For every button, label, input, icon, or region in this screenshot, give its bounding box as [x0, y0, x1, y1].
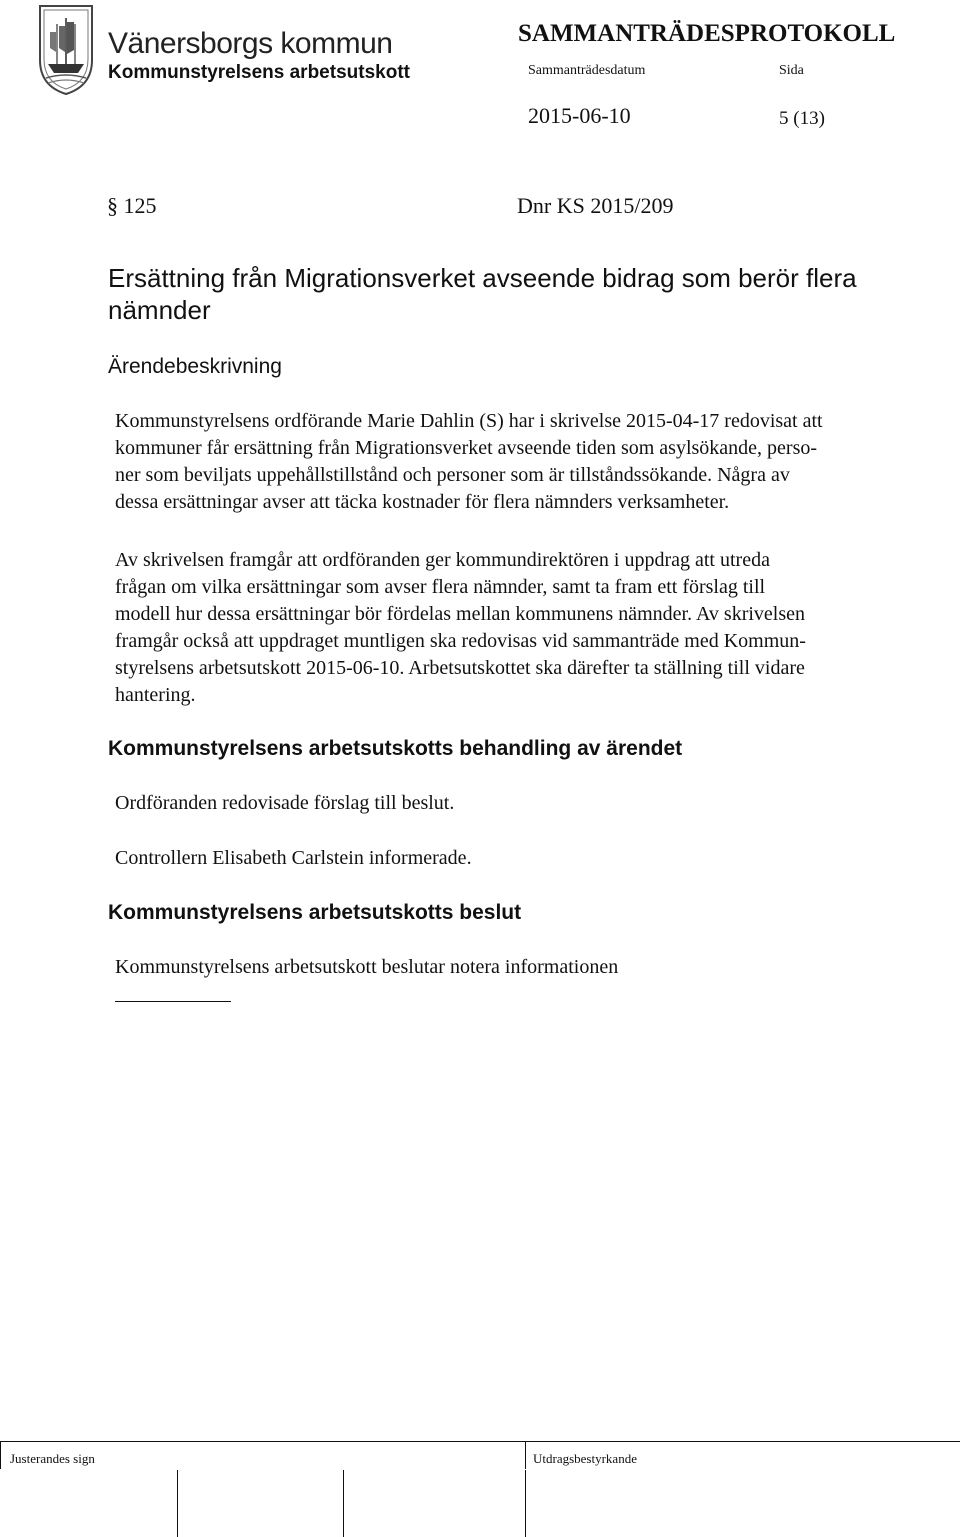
section-heading-treatment: Kommunstyrelsens arbetsutskotts behandling av ärendet — [108, 737, 683, 760]
text-line: modell hur dessa ersättningar bör fördelas mellan kommunens nämnder. Av skrivelsen — [115, 603, 806, 625]
page-number-value: 5 (13) — [779, 108, 825, 129]
signature-field-divider — [525, 1470, 526, 1537]
text-line: frågan om vilka ersättningar som avser flera nämnder, samt ta fram ett förslag till — [115, 576, 766, 598]
paragraph-number: § 125 — [107, 193, 157, 218]
text-line: ner som beviljats uppehållstillstånd och personer som är tillståndssökande. Några av — [115, 464, 790, 486]
department-name: Kommunstyrelsens arbetsutskott — [108, 62, 410, 83]
footer-rule — [0, 1441, 960, 1442]
section-heading-decision: Kommunstyrelsens arbetsutskotts beslut — [108, 901, 522, 924]
description-paragraph-2 — [115, 547, 945, 709]
adjuster-signature-label: Justerandes sign — [10, 1451, 95, 1466]
text-line: kommuner får ersättning från Migrationsverket avseende tiden som asylsökande, perso- — [115, 437, 818, 459]
text-line: dessa ersättningar avser att täcka kostnader för flera nämnders verksamheter. — [115, 491, 730, 513]
footer-divider — [0, 1441, 1, 1469]
meeting-date-value: 2015-06-10 — [528, 103, 631, 128]
signature-field-divider — [343, 1470, 344, 1537]
case-title: Ersättning från Migrationsverket avseende bidrag som berör flera nämnder — [108, 263, 857, 325]
extract-certification-label: Utdragsbestyrkande — [533, 1451, 637, 1466]
text-line: Av skrivelsen framgår att ordföranden ger kommundirektören i uppdrag att utreda — [115, 549, 770, 571]
coat-of-arms-logo — [36, 2, 96, 96]
section-heading-description: Ärendebeskrivning — [108, 355, 282, 378]
footer-divider — [525, 1441, 526, 1469]
case-reference-number: Dnr KS 2015/209 — [517, 193, 674, 218]
signature-field-divider — [177, 1470, 178, 1537]
ship-coat-of-arms-icon — [36, 2, 96, 96]
page-label: Sida — [779, 63, 804, 78]
paragraph-number-value: 125 — [123, 193, 157, 218]
text-line: styrelsens arbetsutskott 2015-06-10. Arbetsutskottet ska därefter ta ställning till vidare — [115, 657, 805, 679]
document-type-title: SAMMANTRÄDESPROTOKOLL — [518, 20, 896, 47]
text-line: Kommunstyrelsens ordförande Marie Dahlin (S) har i skrivelse 2015-04-17 redovisat att — [115, 410, 823, 432]
treatment-text-1: Ordföranden redovisade förslag till beslut. — [115, 792, 455, 814]
meeting-date-label: Sammanträdesdatum — [528, 63, 646, 78]
text-line: hantering. — [115, 684, 196, 706]
description-paragraph-1 — [115, 408, 945, 516]
decision-text: Kommunstyrelsens arbetsutskott beslutar notera informationen — [115, 956, 619, 978]
decision-end-rule — [115, 1001, 231, 1002]
municipality-name: Vänersborgs kommun — [108, 27, 393, 60]
text-line: framgår också att uppdraget muntligen ska redovisas vid sammanträde med Kommun- — [115, 630, 806, 652]
treatment-text-2: Controllern Elisabeth Carlstein informerade. — [115, 847, 472, 869]
